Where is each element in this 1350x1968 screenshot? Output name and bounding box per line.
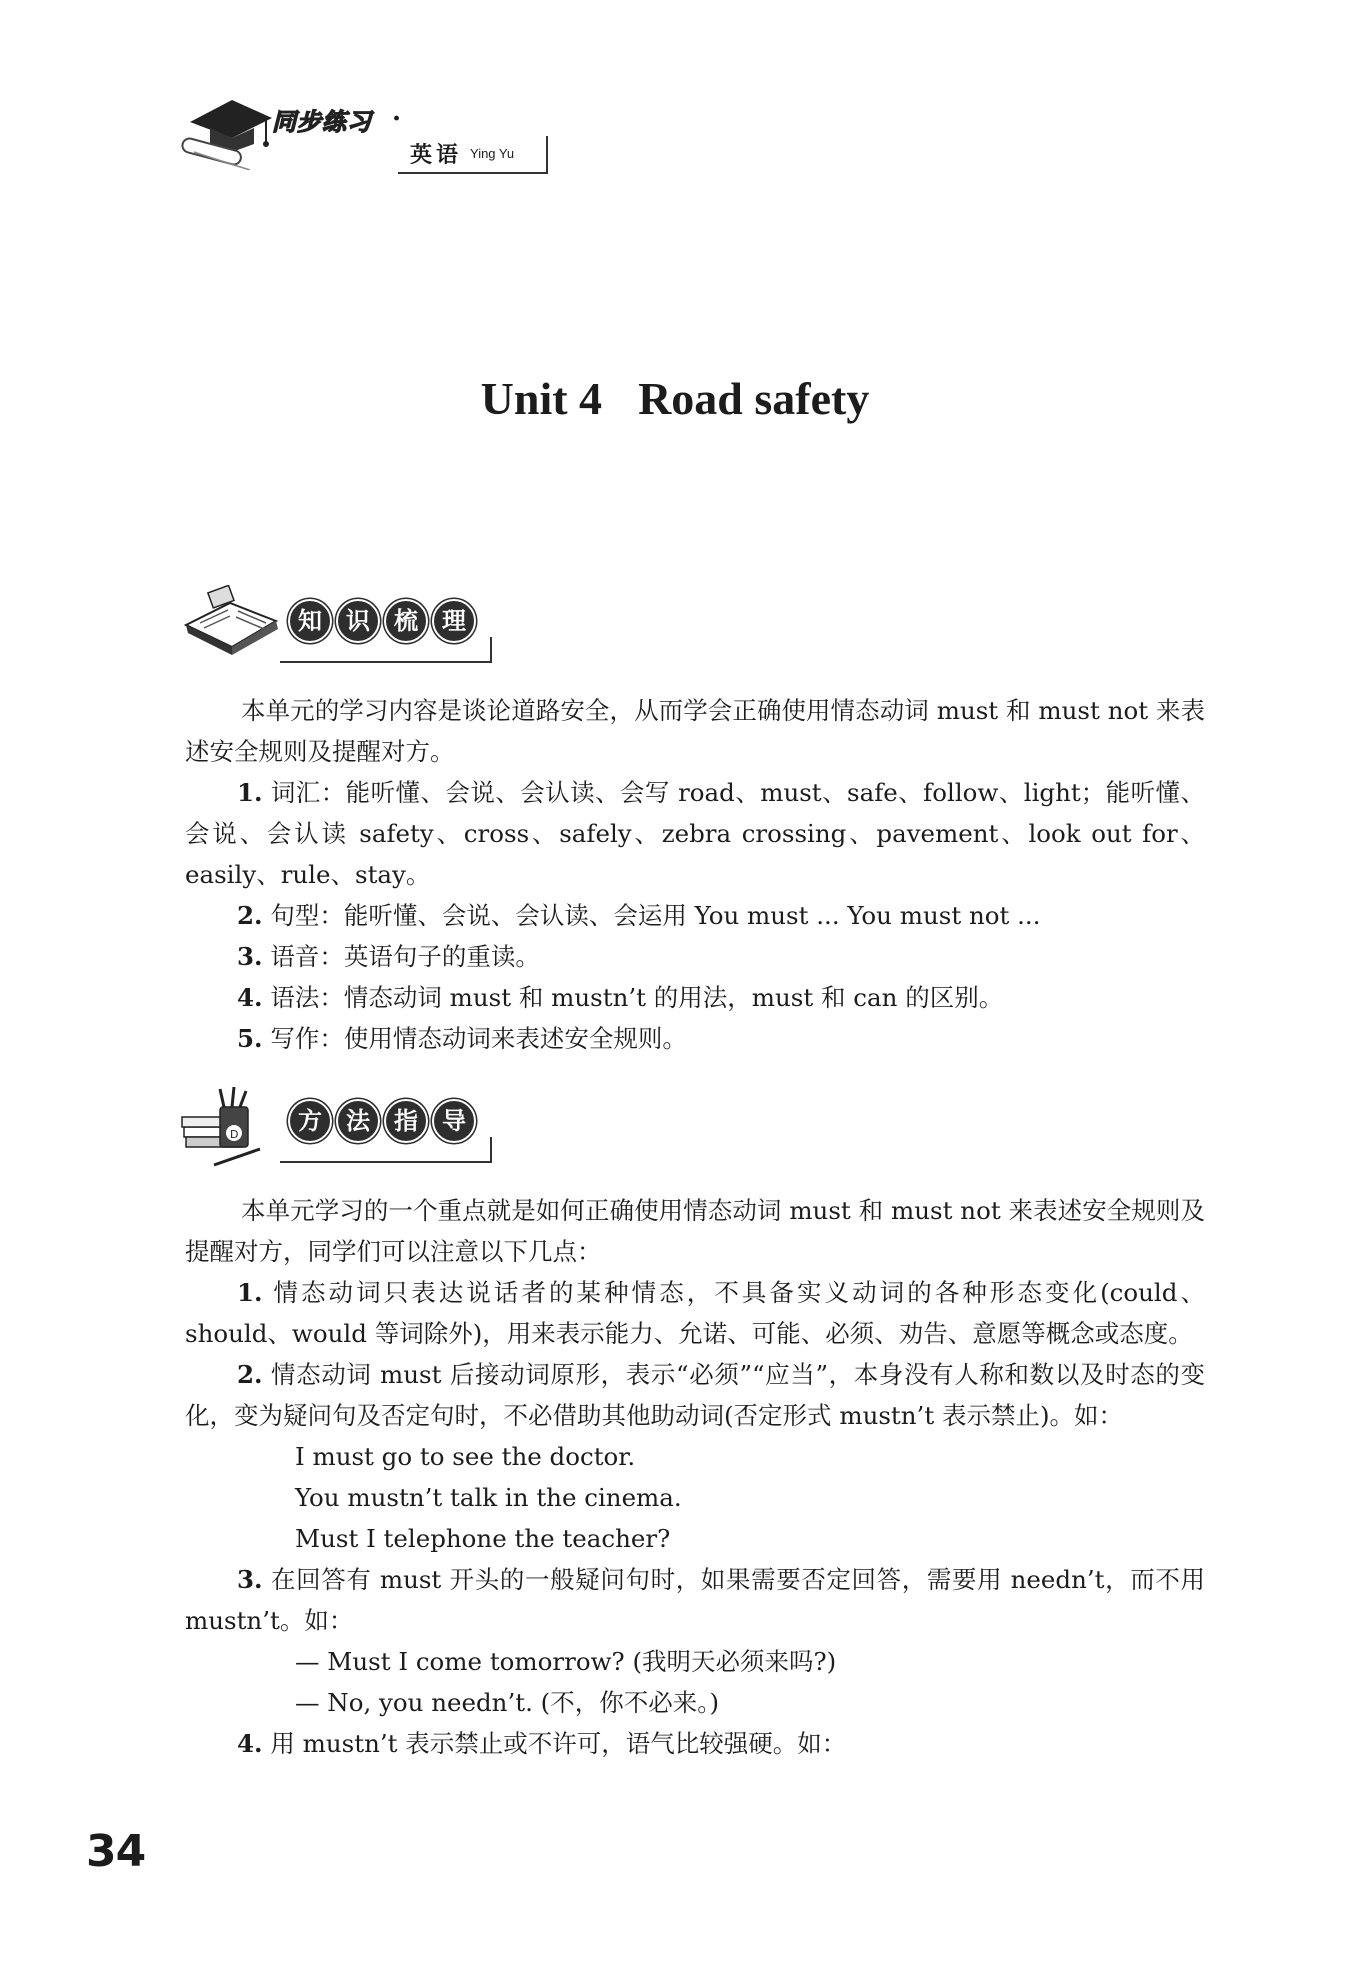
subject-chinese: 英语: [410, 143, 463, 168]
section-title-method: 方 法 指 导: [288, 1099, 476, 1143]
page-header: 同步练习 · 英语 Ying Yu: [180, 92, 540, 170]
svg-text:D: D: [230, 1128, 239, 1141]
method-intro: 本单元学习的一个重点就是如何正确使用情态动词 must 和 must not 来表述安全规则及提醒对方，同学们可以注意以下几点：: [185, 1196, 1205, 1266]
unit-title: [0, 372, 1350, 425]
list-item: 4. 语法：情态动词 must 和 mustn’t 的用法，must 和 can 的区别。: [237, 983, 1004, 1012]
book-icon: [180, 585, 285, 665]
method-body: [185, 1190, 1205, 1764]
unit-number: Unit 4: [480, 373, 603, 424]
example-sentence: — Must I come tomorrow? (我明天必须来吗?): [295, 1647, 837, 1676]
knowledge-intro: 本单元的学习内容是谈论道路安全，从而学会正确使用情态动词 must 和 must not 来表述安全规则及提醒对方。: [185, 696, 1205, 766]
section-heading-knowledge: [180, 585, 510, 665]
example-sentence: You mustn’t talk in the cinema.: [295, 1483, 682, 1512]
knowledge-body: [185, 690, 1205, 1059]
unit-name: Road safety: [638, 373, 870, 424]
example-sentence: I must go to see the doctor.: [295, 1442, 636, 1471]
method-point-3: 3. 在回答有 must 开头的一般疑问句时，如果需要否定回答，需要用 needn’t，而不用 mustn’t。如：: [185, 1565, 1205, 1635]
section-heading-method: [180, 1085, 510, 1165]
graduation-cap-icon: [180, 92, 275, 170]
section-title-knowledge: 知 识 梳 理: [288, 599, 476, 643]
pencil-cup-icon: [180, 1085, 285, 1170]
subject-pinyin: Ying Yu: [470, 146, 515, 161]
method-point-2: 2. 情态动词 must 后接动词原形，表示“必须”“应当”，本身没有人称和数以及时态的变化，变为疑问句及否定句时，不必借助其他助动词(否定形式 mustn’t 表示禁止)。如：: [185, 1360, 1205, 1430]
example-sentence: Must I telephone the teacher?: [295, 1524, 671, 1553]
list-item: 1. 词汇：能听懂、会说、会认读、会写 road、must、safe、follow、light；能听懂、会说、会认读 safety、cross、safely、zebra crossing、pavement、look out for、easily、rule、stay。: [185, 778, 1205, 889]
subject-label: [398, 136, 548, 174]
method-point-4: 4. 用 mustn’t 表示禁止或不许可，语气比较强硬。如：: [237, 1729, 847, 1758]
method-point-1: 1. 情态动词只表达说话者的某种情态，不具备实义动词的各种形态变化(could、should、would 等词除外)，用来表示能力、允诺、可能、必须、劝告、意愿等概念或态度。: [185, 1278, 1206, 1348]
series-title: 同步练习: [272, 108, 372, 136]
list-item: 5. 写作：使用情态动词来表述安全规则。: [237, 1024, 687, 1053]
list-item: 3. 语音：英语句子的重读。: [237, 942, 540, 971]
page-number: 34: [86, 1826, 146, 1877]
example-sentence: — No, you needn’t. (不，你不必来。): [295, 1688, 720, 1717]
list-item: 2. 句型：能听懂、会说、会认读、会运用 You must ... You must not ...: [237, 901, 1041, 930]
